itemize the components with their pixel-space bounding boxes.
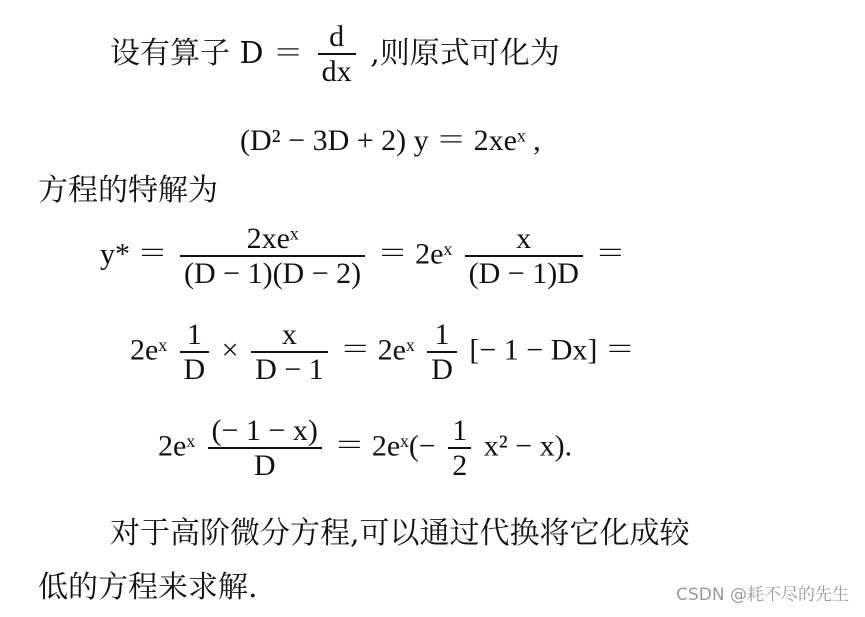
eq3-fraction-3-denominator: D [427, 351, 457, 388]
eq3-fraction-2 [251, 318, 328, 388]
particular-solution-heading: 方程的特解为 [38, 173, 218, 208]
eq4-fraction-1-numerator: (− 1 − x) [211, 414, 318, 447]
eq4-fraction-1 [208, 414, 322, 484]
eq2-fraction-2-numerator: x [516, 222, 532, 255]
operator-d-numerator: d [329, 20, 345, 53]
eq4-lead: 2eˣ [158, 429, 195, 463]
eq2-fraction-2 [465, 222, 583, 292]
eq3-lead: 2eˣ [130, 333, 167, 367]
eq4-fraction-2-numerator: 1 [452, 414, 468, 447]
eq2-end: ＝ [595, 237, 626, 271]
operator-equation: (D² − 3D + 2) y ＝ 2xeˣ , [240, 124, 541, 157]
operator-d-denominator: dx [318, 53, 356, 90]
eq4-middle: ＝ 2eˣ(− [334, 429, 436, 463]
intro-suffix: ,则原式可化为 [370, 35, 560, 71]
eq3-fraction-2-numerator: x [281, 318, 297, 351]
eq4-fraction-2-denominator: 2 [448, 447, 471, 484]
eq2-fraction-1-numerator: 2xeˣ [246, 222, 299, 255]
eq3-end: [− 1 − Dx] ＝ [469, 333, 635, 367]
operator-d-fraction [318, 20, 356, 90]
eq4-fraction-2 [448, 414, 471, 484]
conclusion-line-1: 对于高阶微分方程,可以通过代换将它化成较 [110, 516, 690, 551]
csdn-watermark: CSDN @耗不尽的先生 [676, 585, 849, 605]
eq2-middle: ＝ 2eˣ [377, 237, 453, 271]
eq2-fraction-1 [180, 222, 365, 292]
particular-solution-equation-1 [100, 222, 625, 292]
eq3-fraction-1-denominator: D [180, 351, 210, 388]
particular-solution-equation-2 [130, 318, 635, 388]
eq3-times: × [221, 333, 239, 367]
eq3-middle: ＝ 2eˣ [340, 333, 415, 367]
particular-solution-equation-3 [158, 414, 572, 484]
eq3-fraction-2-denominator: D − 1 [251, 351, 328, 388]
eq2-lhs: y* ＝ [100, 237, 168, 271]
eq2-fraction-1-denominator: (D − 1)(D − 2) [180, 255, 365, 292]
intro-prefix: 设有算子 D ＝ [110, 35, 304, 71]
intro-line [110, 20, 560, 90]
eq4-fraction-1-denominator: D [208, 447, 322, 484]
eq3-fraction-3 [427, 318, 457, 388]
eq3-fraction-1 [180, 318, 210, 388]
eq4-end: x² − x). [483, 429, 573, 463]
eq2-fraction-2-denominator: (D − 1)D [465, 255, 583, 292]
eq3-fraction-1-numerator: 1 [186, 318, 202, 351]
eq3-fraction-3-numerator: 1 [434, 318, 450, 351]
conclusion-line-2: 低的方程来求解. [38, 570, 258, 605]
